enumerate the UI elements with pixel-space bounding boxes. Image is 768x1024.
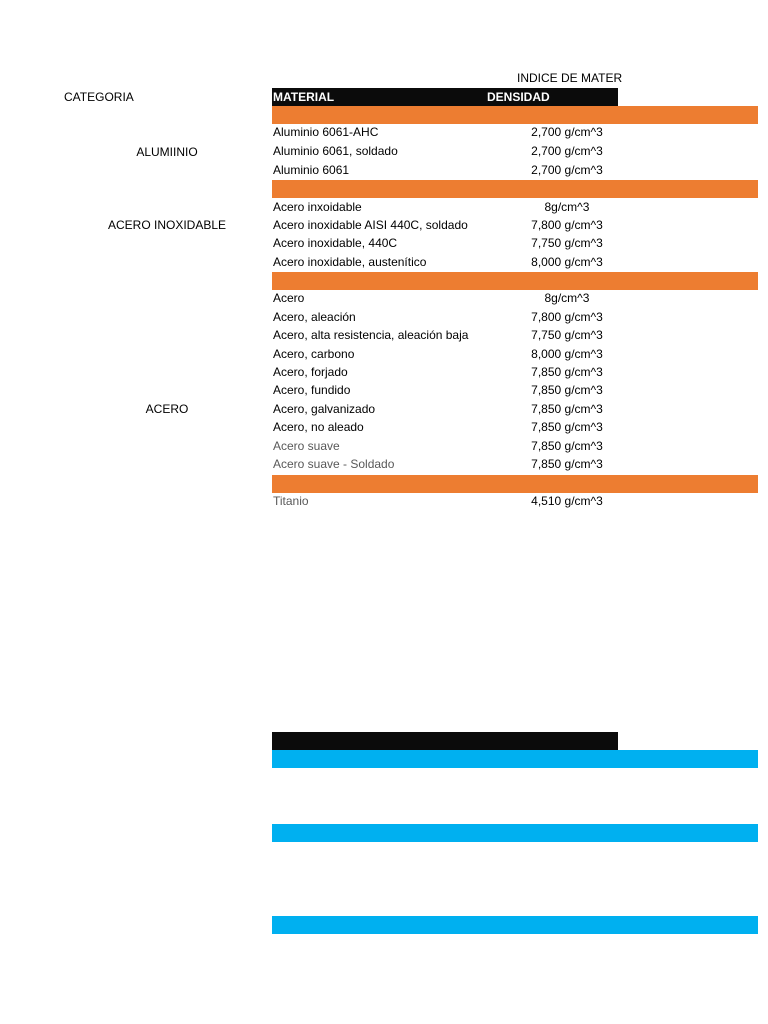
density-cell: 7,850 g/cm^3 bbox=[531, 457, 603, 471]
table-header-bar bbox=[272, 88, 618, 106]
table-row bbox=[272, 364, 672, 382]
table-row bbox=[272, 143, 672, 161]
group-separator-aluminio bbox=[272, 106, 758, 124]
density-cell: 8,000 g/cm^3 bbox=[531, 255, 603, 269]
material-cell: Acero inxoidable bbox=[273, 200, 362, 214]
table-row bbox=[272, 290, 672, 308]
group-separator-acero bbox=[272, 272, 758, 290]
table-row bbox=[272, 382, 672, 400]
density-cell: 7,850 g/cm^3 bbox=[531, 420, 603, 434]
table-row bbox=[272, 199, 672, 217]
material-cell: Acero inoxidable, austenítico bbox=[273, 255, 427, 269]
table-row bbox=[272, 419, 672, 437]
material-column-header: MATERIAL bbox=[273, 90, 335, 104]
density-cell: 7,800 g/cm^3 bbox=[531, 218, 603, 232]
density-cell: 7,850 g/cm^3 bbox=[531, 383, 603, 397]
material-cell: Acero suave bbox=[273, 439, 340, 453]
density-cell: 8g/cm^3 bbox=[544, 291, 590, 305]
table-row bbox=[272, 456, 672, 474]
material-cell: Aluminio 6061, soldado bbox=[273, 144, 398, 158]
density-cell: 8,000 g/cm^3 bbox=[531, 347, 603, 361]
sheet-title: INDICE DE MATER bbox=[517, 71, 623, 85]
table-row bbox=[272, 124, 672, 142]
empty-table-header-bar bbox=[272, 732, 618, 750]
group-separator-acero-inoxidable bbox=[272, 180, 758, 198]
category-column-header: CATEGORIA bbox=[64, 90, 134, 104]
density-cell: 2,700 g/cm^3 bbox=[531, 163, 603, 177]
material-cell: Acero, alta resistencia, aleación baja bbox=[273, 328, 469, 342]
density-cell: 7,850 g/cm^3 bbox=[531, 439, 603, 453]
category-label-acero: ACERO bbox=[145, 402, 189, 416]
density-cell: 2,700 g/cm^3 bbox=[531, 125, 603, 139]
material-cell: Acero, galvanizado bbox=[273, 402, 376, 416]
blue-separator-bar bbox=[272, 824, 758, 842]
material-cell: Acero inoxidable, 440C bbox=[273, 236, 398, 250]
material-cell: Aluminio 6061 bbox=[273, 163, 350, 177]
density-column-header: DENSIDAD bbox=[487, 90, 550, 104]
table-row bbox=[272, 327, 672, 345]
density-cell: 7,800 g/cm^3 bbox=[531, 310, 603, 324]
density-cell: 7,850 g/cm^3 bbox=[531, 365, 603, 379]
material-cell: Acero, no aleado bbox=[273, 420, 364, 434]
category-label-acero-inoxidable: ACERO INOXIDABLE bbox=[107, 218, 227, 232]
table-row bbox=[272, 493, 672, 511]
table-row bbox=[272, 254, 672, 272]
blue-separator-bar bbox=[272, 750, 758, 768]
material-cell: Acero suave - Soldado bbox=[273, 457, 395, 471]
table-row bbox=[272, 346, 672, 364]
density-cell: 4,510 g/cm^3 bbox=[531, 494, 603, 508]
material-cell: Acero, carbono bbox=[273, 347, 355, 361]
material-cell: Acero inoxidable AISI 440C, soldado bbox=[273, 218, 468, 232]
density-cell: 8g/cm^3 bbox=[544, 200, 590, 214]
density-cell: 7,850 g/cm^3 bbox=[531, 402, 603, 416]
density-cell: 2,700 g/cm^3 bbox=[531, 144, 603, 158]
category-label-aluminio: ALUMIINIO bbox=[136, 145, 198, 159]
material-cell: Aluminio 6061-AHC bbox=[273, 125, 379, 139]
material-cell: Titanio bbox=[273, 494, 309, 508]
density-cell: 7,750 g/cm^3 bbox=[531, 236, 603, 250]
material-cell: Acero bbox=[273, 291, 305, 305]
material-cell: Acero, forjado bbox=[273, 365, 348, 379]
material-cell: Acero, aleación bbox=[273, 310, 356, 324]
density-cell: 7,750 g/cm^3 bbox=[531, 328, 603, 342]
group-separator-titanio bbox=[272, 475, 758, 493]
table-row bbox=[272, 438, 672, 456]
table-row bbox=[272, 162, 672, 180]
table-row bbox=[272, 217, 672, 235]
table-row bbox=[272, 401, 672, 419]
material-cell: Acero, fundido bbox=[273, 383, 351, 397]
table-row bbox=[272, 235, 672, 253]
blue-separator-bar bbox=[272, 916, 758, 934]
table-row bbox=[272, 309, 672, 327]
